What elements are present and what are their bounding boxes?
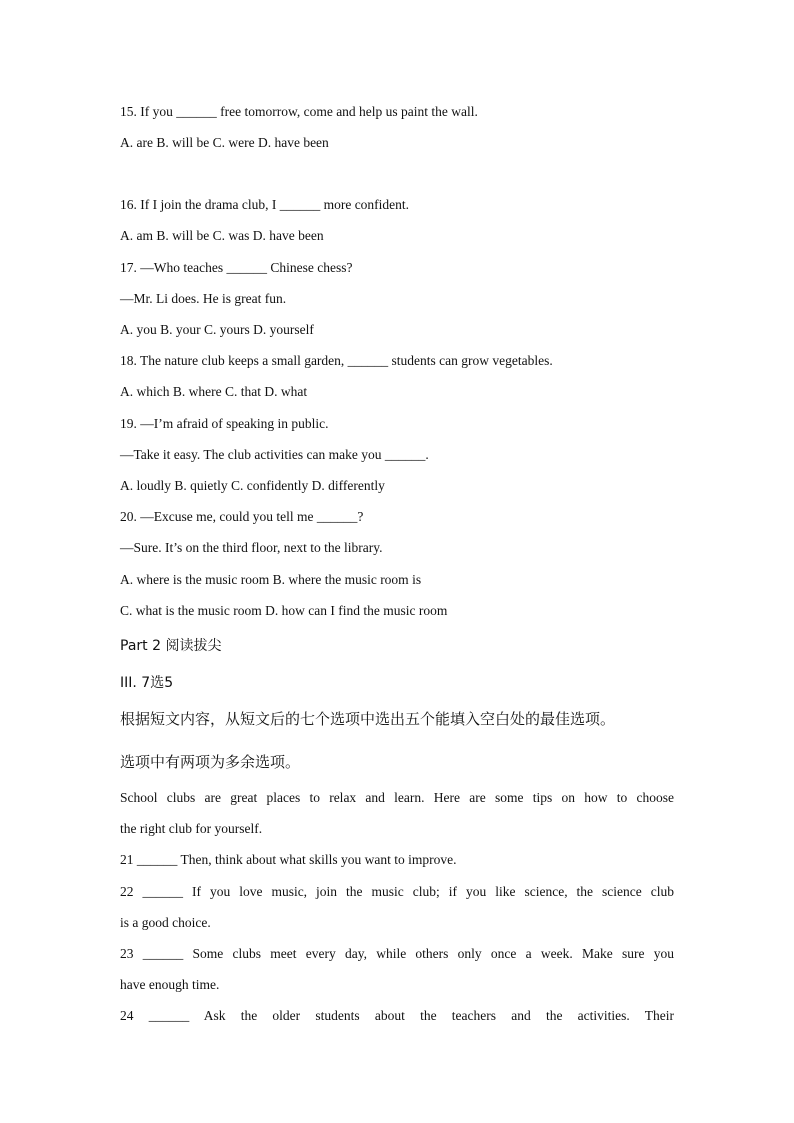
passage-q22-line-2: is a good choice. — [120, 915, 211, 930]
q15-options: A. are B. will be C. were D. have been — [120, 135, 329, 150]
q17-options: A. you B. your C. yours D. yourself — [120, 322, 314, 337]
q20-reply: —Sure. It’s on the third floor, next to the library. — [120, 540, 383, 555]
q18-stem: 18. The nature club keeps a small garden, ______ students can grow vegetables. — [120, 353, 553, 368]
passage-paragraph-1-line-2: the right club for yourself. — [120, 821, 263, 836]
passage-q23-line-2: have enough time. — [120, 977, 220, 992]
q20-stem: 20. —Excuse me, could you tell me ______? — [120, 509, 364, 524]
q19-reply: —Take it easy. The club activities can make you ______. — [120, 447, 429, 462]
section3-instruction-2: 选项中有两项为多余选项。 — [120, 753, 301, 771]
passage-paragraph-1-line-1: School clubs are great places to relax and learn. Here are some tips on how to choose — [120, 790, 674, 805]
q19-options: A. loudly B. quietly C. confidently D. differently — [120, 478, 385, 493]
q20-options-2: C. what is the music room D. how can I find the music room — [120, 603, 448, 618]
q16-options: A. am B. will be C. was D. have been — [120, 228, 324, 243]
passage-q23-line-1: 23 ______ Some clubs meet every day, while others only once a week. Make sure you — [120, 946, 674, 961]
q15-stem: 15. If you ______ free tomorrow, come and help us paint the wall. — [120, 104, 478, 119]
passage-q24-line-1: 24 ______ Ask the older students about the teachers and the activities. Their — [120, 1008, 674, 1023]
q19-stem: 19. —I’m afraid of speaking in public. — [120, 416, 329, 431]
q17-reply: —Mr. Li does. He is great fun. — [120, 291, 287, 306]
passage-q22-line-1: 22 ______ If you love music, join the music club; if you like science, the science club — [120, 884, 674, 899]
q16-stem: 16. If I join the drama club, I ______ more confident. — [120, 197, 410, 212]
passage-q21: 21 ______ Then, think about what skills you want to improve. — [120, 852, 457, 867]
q18-options: A. which B. where C. that D. what — [120, 384, 308, 399]
section3-heading: III. 7选5 — [120, 675, 174, 691]
section3-instruction-1: 根据短文内容，从短文后的七个选项中选出五个能填入空白处的最佳选项。 — [120, 710, 616, 728]
part2-heading: Part 2 阅读拔尖 — [120, 638, 222, 654]
q20-options-1: A. where is the music room B. where the music room is — [120, 572, 422, 587]
q17-stem: 17. —Who teaches ______ Chinese chess? — [120, 260, 353, 275]
